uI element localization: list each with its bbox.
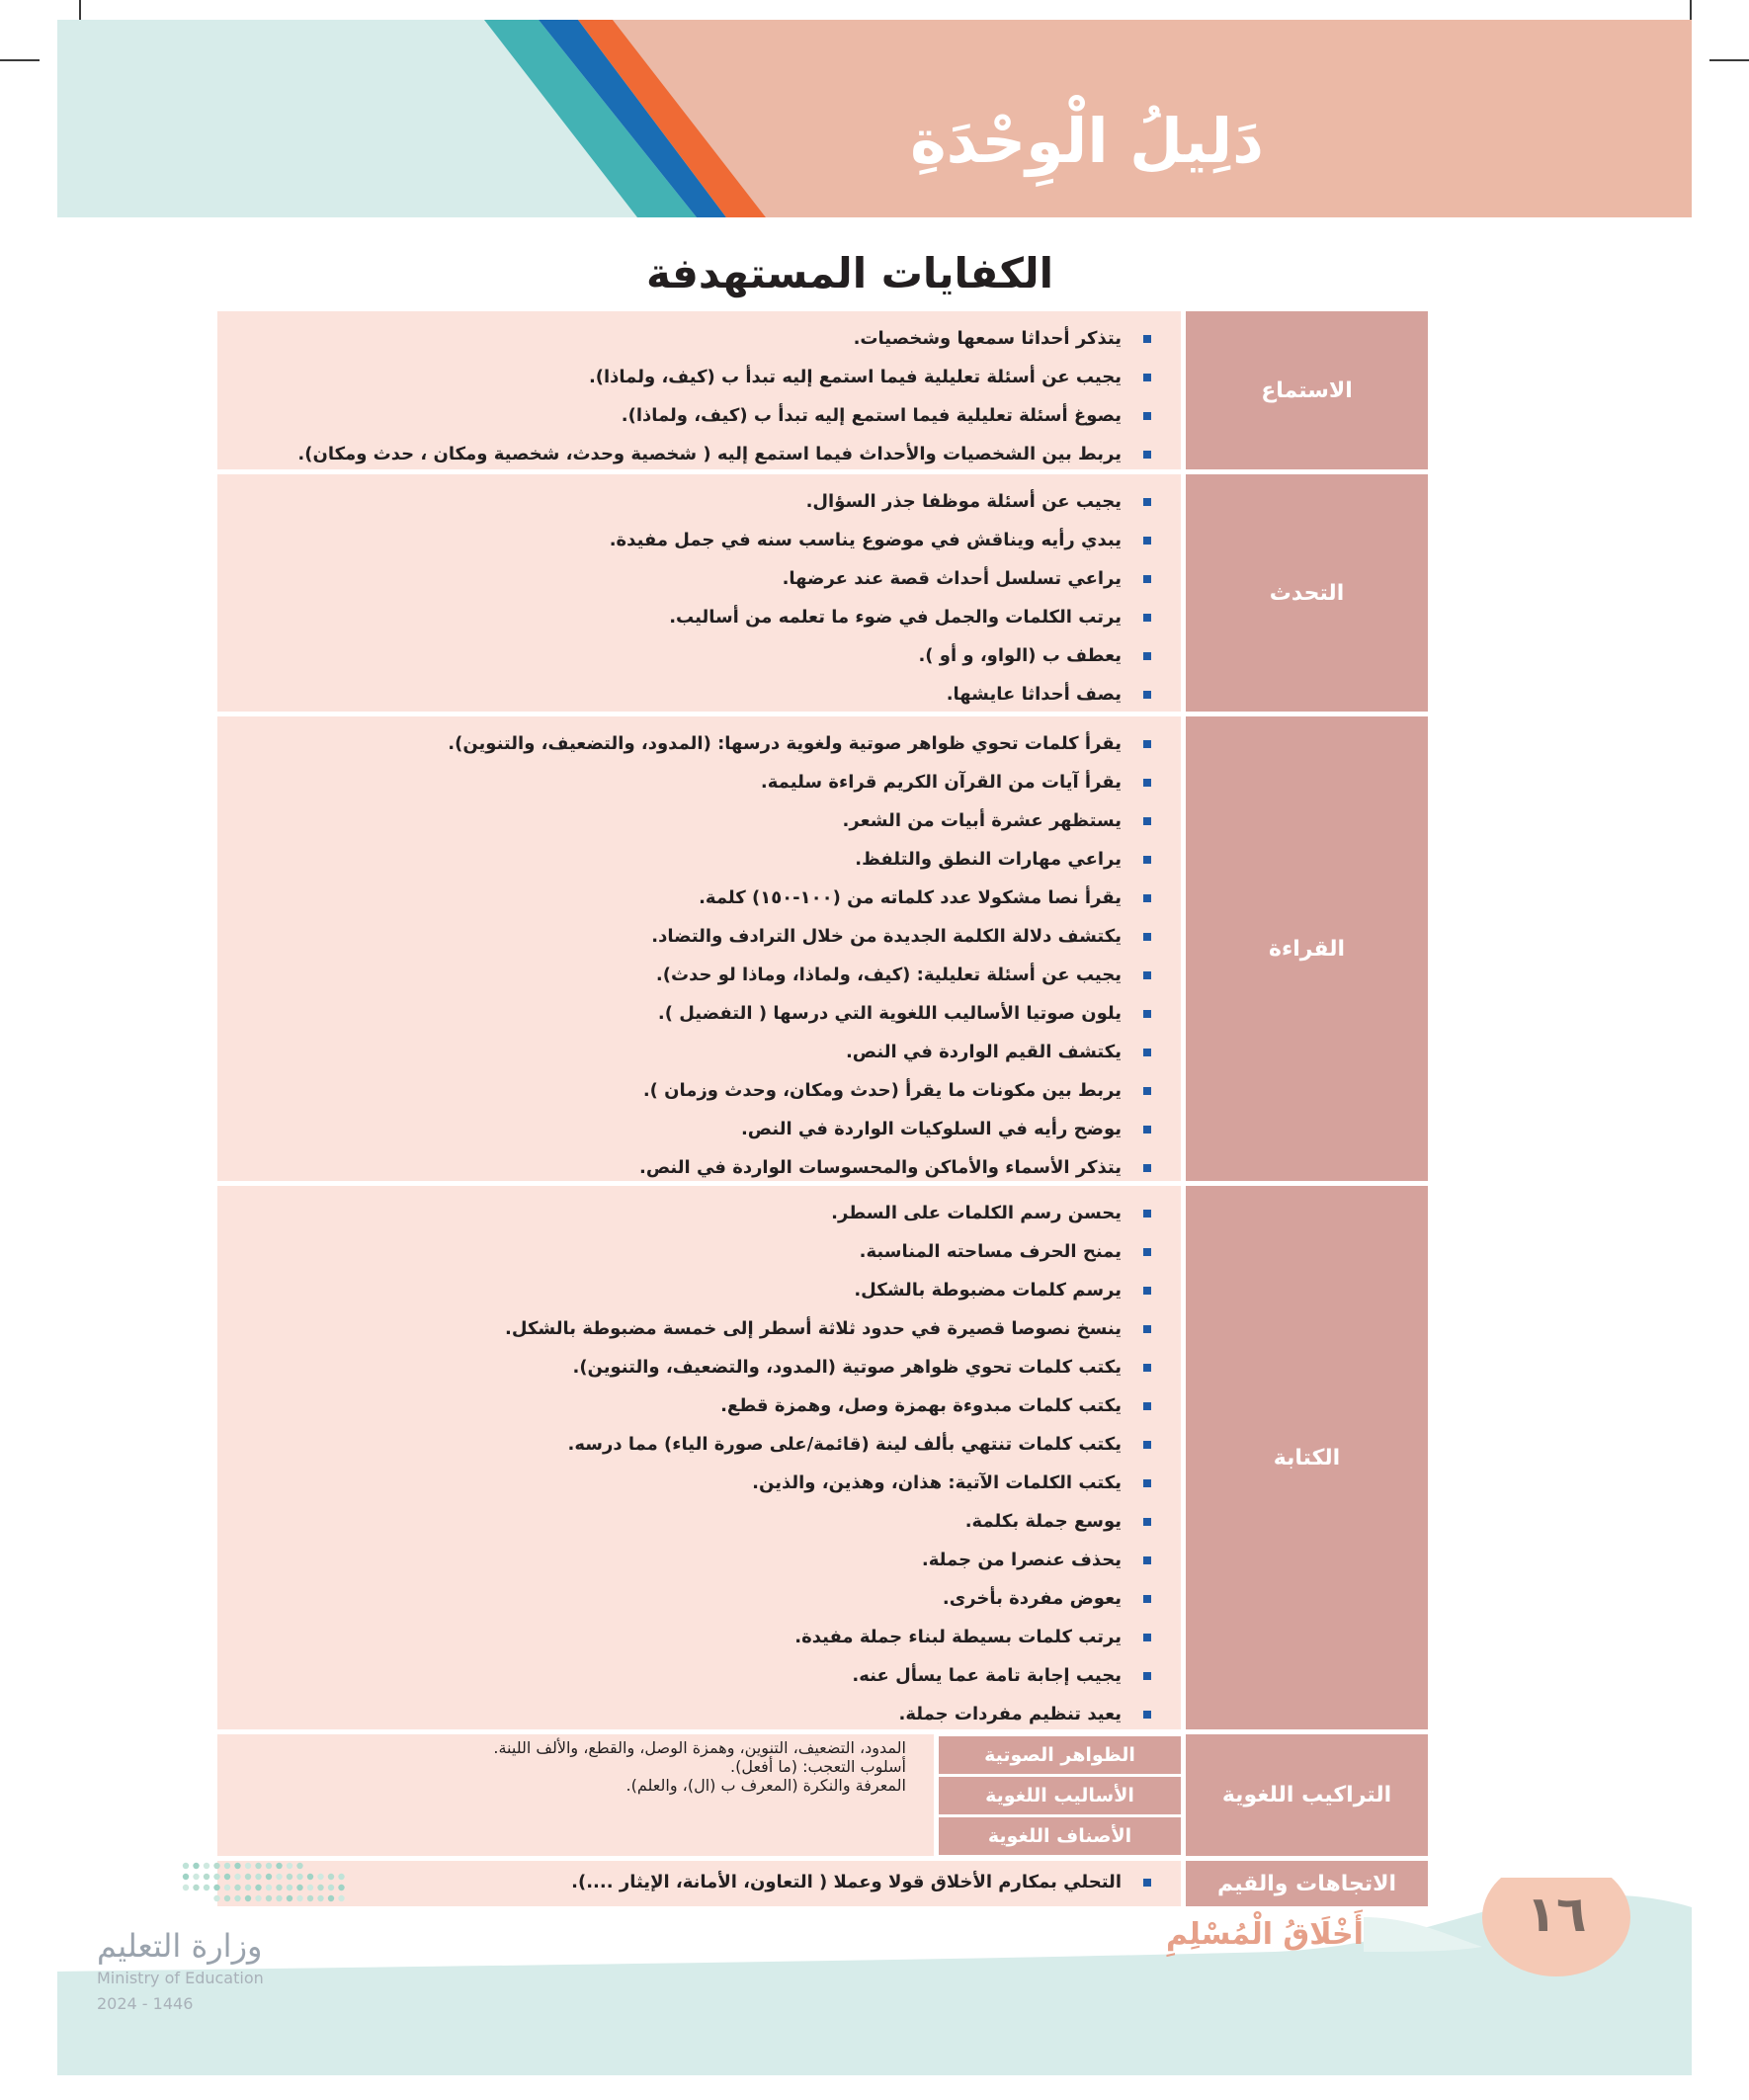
category-structures: التراكيب اللغوية bbox=[1186, 1734, 1428, 1856]
ministry-name-en: Ministry of Education bbox=[97, 1969, 264, 1987]
list-item: المعرفة والنكرة (المعرف ب (ال)، والعلم). bbox=[625, 1776, 906, 1795]
list-item: يجيب إجابة تامة عما يسأل عنه. bbox=[227, 1656, 1153, 1695]
list-item: يمنح الحرف مساحته المناسبة. bbox=[227, 1232, 1153, 1271]
list-item: يجيب عن أسئلة تعليلية: (كيف، ولماذا، وماذا لو حدث). bbox=[227, 956, 1153, 994]
list-item: يربط بين مكونات ما يقرأ (حدث ومكان، وحدث وزمان ). bbox=[227, 1071, 1153, 1110]
list-item: يعطف ب (الواو، و أو ). bbox=[227, 636, 1153, 675]
page-number: ١٦ bbox=[1526, 1886, 1587, 1943]
category-writing: الكتابة bbox=[1186, 1186, 1428, 1729]
list-item: يقرأ نصا مشكولا عدد كلماته من (١٠٠-١٥٠) كلمة. bbox=[227, 879, 1153, 917]
unit-title: دَلِيلُ الْوِحْدَةِ bbox=[910, 105, 1264, 177]
list-item: التحلي بمكارم الأخلاق قولا وعملا ( التعاون، الأمانة، الإيثار ....). bbox=[227, 1863, 1153, 1901]
list-item: يرتب الكلمات والجمل في ضوء ما تعلمه من أساليب. bbox=[227, 598, 1153, 636]
list-item: يكتشف دلالة الكلمة الجديدة من خلال الترادف والتضاد. bbox=[227, 917, 1153, 956]
list-item: يراعي مهارات النطق والتلفظ. bbox=[227, 840, 1153, 879]
list-item: يصوغ أسئلة تعليلية فيما استمع إليه تبدأ ب (كيف، ولماذا). bbox=[227, 396, 1153, 435]
list-item: يكتب كلمات تنتهي بألف لينة (قائمة/على صورة الياء) مما درسه. bbox=[227, 1425, 1153, 1464]
subcategory-phonetic: الظواهر الصوتية bbox=[939, 1736, 1181, 1774]
list-item: يكتب كلمات تحوي ظواهر صوتية (المدود، والتضعيف، والتنوين). bbox=[227, 1348, 1153, 1386]
list-item: يكتب كلمات مبدوءة بهمزة وصل، وهمزة قطع. bbox=[227, 1386, 1153, 1425]
edition-year: 2024 - 1446 bbox=[97, 1994, 194, 2013]
items-reading bbox=[217, 716, 1181, 1181]
list-item: يجيب عن أسئلة موظفا جذر السؤال. bbox=[227, 482, 1153, 521]
items-listening bbox=[217, 311, 1181, 469]
row-structures bbox=[217, 1734, 1428, 1856]
list-item: يتذكر الأسماء والأماكن والمحسوسات الواردة في النص. bbox=[227, 1148, 1153, 1187]
category-speaking: التحدث bbox=[1186, 474, 1428, 712]
category-values: الاتجاهات والقيم bbox=[1186, 1861, 1428, 1906]
ministry-logo-icon bbox=[178, 1858, 356, 1917]
list-item: أسلوب التعجب: (ما أفعل). bbox=[730, 1757, 906, 1776]
row-reading bbox=[217, 716, 1428, 1181]
list-item: يحسن رسم الكلمات على السطر. bbox=[227, 1194, 1153, 1232]
list-item: يبدي رأيه ويناقش في موضوع يناسب سنه في جمل مفيدة. bbox=[227, 521, 1153, 559]
list-item: يقرأ كلمات تحوي ظواهر صوتية ولغوية درسها: (المدود، والتضعيف، والتنوين). bbox=[227, 724, 1153, 763]
category-reading: القراءة bbox=[1186, 716, 1428, 1181]
list-item: يوسع جملة بكلمة. bbox=[227, 1502, 1153, 1541]
list-item: يوضح رأيه في السلوكيات الواردة في النص. bbox=[227, 1110, 1153, 1148]
items-speaking bbox=[217, 474, 1181, 712]
list-item: يعوض مفردة بأخرى. bbox=[227, 1579, 1153, 1618]
list-item: يكتشف القيم الواردة في النص. bbox=[227, 1033, 1153, 1071]
list-item: يرتب كلمات بسيطة لبناء جملة مفيدة. bbox=[227, 1618, 1153, 1656]
ministry-name-ar: وزارة التعليم bbox=[97, 1927, 263, 1965]
subcategory-types: الأصناف اللغوية bbox=[939, 1817, 1181, 1855]
list-item: يحذف عنصرا من جملة. bbox=[227, 1541, 1153, 1579]
list-item: المدود، التضعيف، التنوين، وهمزة الوصل، والقطع، والألف اللينة. bbox=[493, 1738, 906, 1757]
section-title: الكفايات المستهدفة bbox=[645, 249, 1054, 297]
category-listening: الاستماع bbox=[1186, 311, 1428, 469]
subcategory-styles: الأساليب اللغوية bbox=[939, 1777, 1181, 1814]
items-structures bbox=[217, 1734, 934, 1856]
list-item: يصف أحداثا عايشها. bbox=[227, 675, 1153, 714]
row-writing bbox=[217, 1186, 1428, 1729]
items-writing bbox=[217, 1186, 1181, 1729]
list-item: يراعي تسلسل أحداث قصة عند عرضها. bbox=[227, 559, 1153, 598]
list-item: ينسخ نصوصا قصيرة في حدود ثلاثة أسطر إلى خمسة مضبوطة بالشكل. bbox=[227, 1309, 1153, 1348]
row-speaking bbox=[217, 474, 1428, 712]
list-item: يقرأ آيات من القرآن الكريم قراءة سليمة. bbox=[227, 763, 1153, 801]
book-name: أَخْلَاقُ الْمُسْلِمِ bbox=[1166, 1917, 1364, 1952]
row-listening bbox=[217, 311, 1428, 469]
list-item: يربط بين الشخصيات والأحداث فيما استمع إليه ( شخصية وحدث، شخصية ومكان ، حدث ومكان). bbox=[227, 435, 1153, 473]
list-item: يكتب الكلمات الآتية: هذان، وهذين، والذين. bbox=[227, 1464, 1153, 1502]
list-item: يتذكر أحداثا سمعها وشخصيات. bbox=[227, 319, 1153, 358]
list-item: يجيب عن أسئلة تعليلية فيما استمع إليه تبدأ ب (كيف، ولماذا). bbox=[227, 358, 1153, 396]
header-banner bbox=[0, 0, 1749, 217]
list-item: يرسم كلمات مضبوطة بالشكل. bbox=[227, 1271, 1153, 1309]
list-item: يلون صوتيا الأساليب اللغوية التي درسها ( التفضيل ). bbox=[227, 994, 1153, 1033]
list-item: يعيد تنظيم مفردات جملة. bbox=[227, 1695, 1153, 1733]
list-item: يستظهر عشرة أبيات من الشعر. bbox=[227, 801, 1153, 840]
